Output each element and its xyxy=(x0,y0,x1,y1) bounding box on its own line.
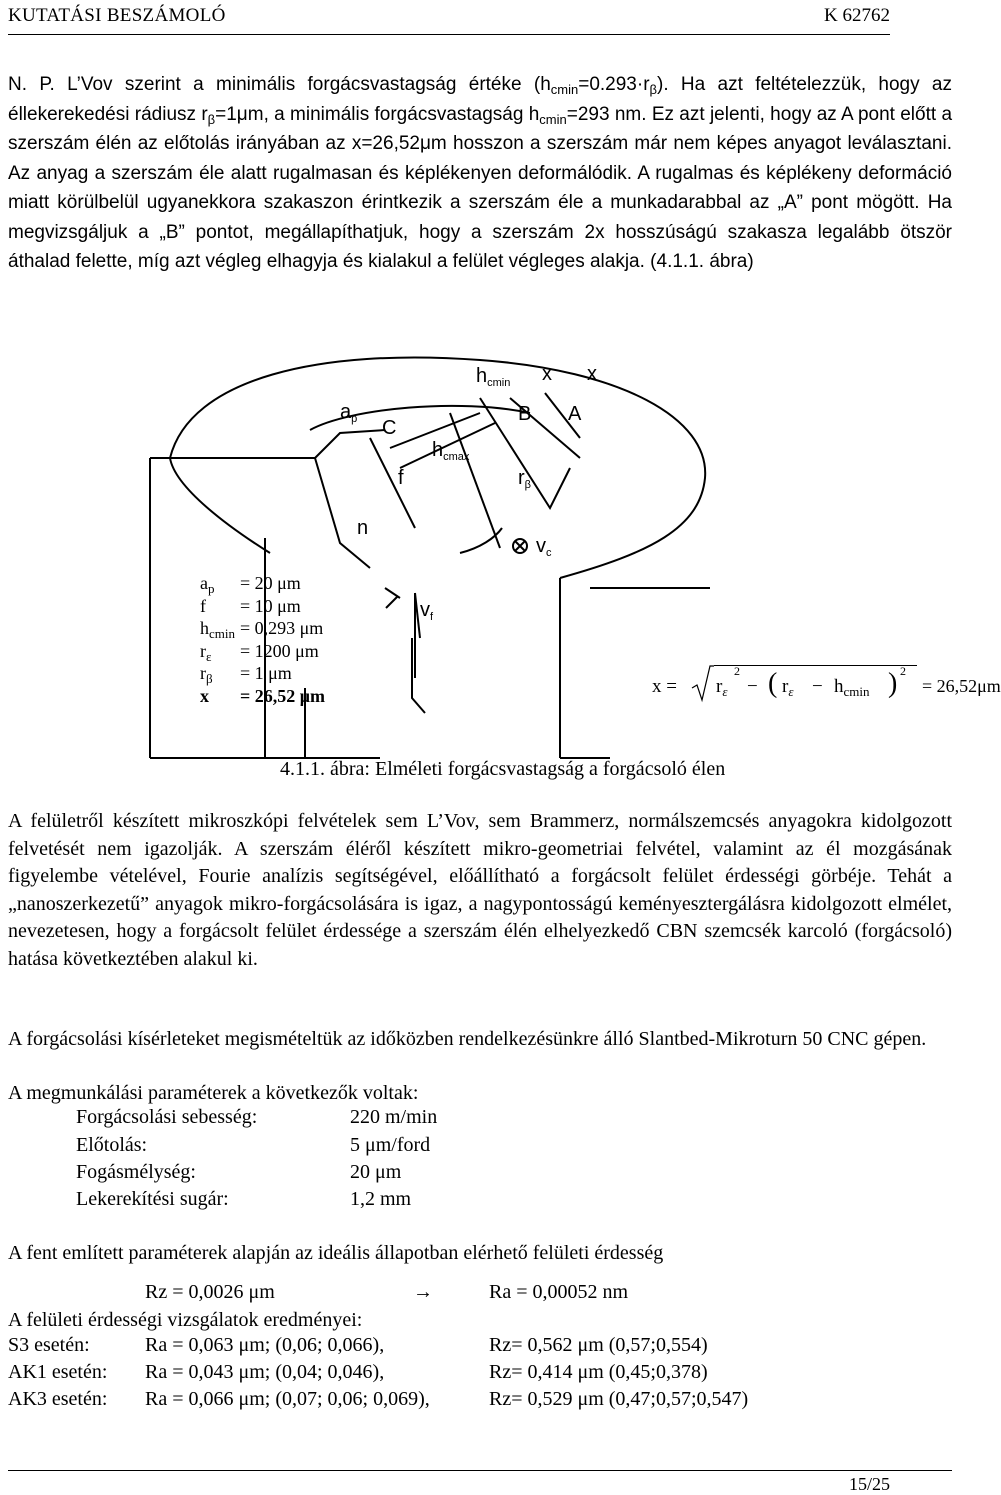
label-ap: $a_p$ xyxy=(340,401,358,425)
label-n: n xyxy=(357,517,369,539)
page-number: 15/25 xyxy=(848,1474,890,1494)
label-rb: $r_\beta$ xyxy=(518,467,531,491)
result-rz: Rz= 0,562 μm (0,57;0,554) xyxy=(489,1334,708,1356)
x-formula: x = $r_\varepsilon$ 2 − ( $r_\varepsilon$ − $h_{cmin}$ ) 2 = 26,52μm xyxy=(652,664,1001,699)
label-x-2: x xyxy=(587,363,597,385)
page-header xyxy=(8,2,890,35)
machining-value: 5 μm/ford xyxy=(350,1134,431,1156)
ideal-rz: Rz = 0,0026 μm xyxy=(145,1281,275,1303)
param-repsilon: $r_\varepsilon = 1200$ μm xyxy=(200,640,319,664)
result-rz: Rz= 0,529 μm (0,47;0,57;0,547) xyxy=(489,1388,749,1410)
param-f: f = 10 μm xyxy=(200,595,301,616)
label-hcmin: $h_{cmin}$ xyxy=(476,365,511,389)
result-rz: Rz= 0,414 μm (0,45;0,378) xyxy=(489,1361,708,1383)
machining-value: 220 m/min xyxy=(350,1106,438,1128)
param-rbeta: $r_\beta = 1$ μm xyxy=(200,663,292,686)
figure-parameters xyxy=(200,572,325,707)
header-project-id: K 62762 xyxy=(824,5,890,26)
label-vc: $v_c$ xyxy=(536,535,552,559)
label-hcmax: $h_{cmax}$ xyxy=(432,439,470,463)
param-hcmin: $h_{cmin} = 0,293$ μm xyxy=(200,618,324,641)
label-C: C xyxy=(382,417,397,439)
result-ra: Ra = 0,043 μm; (0,04; 0,046), xyxy=(145,1361,385,1383)
label-B: B xyxy=(518,403,532,425)
result-ra: Ra = 0,063 μm; (0,06; 0,066), xyxy=(145,1334,385,1356)
result-case: AK3 esetén: xyxy=(8,1388,108,1410)
footer-divider xyxy=(8,1470,952,1471)
result-case: AK1 esetén: xyxy=(8,1361,108,1383)
machining-label: Fogásmélység: xyxy=(76,1161,196,1183)
intro-paragraph: N. P. L’Vov szerint a minimális forgácsvastagság értéke $(h_{cmin}=0.293\cdot r_\beta)$. Ha azt feltételezzük, hogy az éllekerekedési rádiusz $r_\beta=1\mu m$, a minimális forgácsvastagság $h_{cmin}=293$ nm. Ez azt jelenti, hogy az A pont előtt a szerszám élén az előtolás irányában az x=26,52μm hosszon a szerszám már nem képes anyagot leválasztani. Az anyag a szerszám éle alatt rugalmasan és képlékenyen deformálódik. A rugalmas és képlékeny deformáció miatt körülbelül ugyanekkora szakaszon érintkezik a szerszám éle a munkadarabbal az „A” pont mögött. Ha megvizsgáljuk a „B” pontot, megállapíthatjuk, hogy a szerszám 2x hosszúságú szakasza legalább ötször áthalad felette, míg azt végleg elhagyja és kialakul a felület végleges alakja. (4.1.1. ábra) xyxy=(8,74,953,272)
machining-value: 20 μm xyxy=(350,1161,402,1183)
machining-value: 1,2 mm xyxy=(350,1188,412,1210)
machining-label: Lekerekítési sugár: xyxy=(76,1188,229,1210)
ideal-intro: A fent említett paraméterek alapján az ideális állapotban elérhető felületi érdesség xyxy=(8,1242,664,1264)
paragraph-2: A felületről készített mikroszkópi felvételek sem L’Vov, sem Brammerz, normálszemcsés anyagokra kidolgozott felvetését nem igazolják. A szerszám éléről készített mikro-geometriai felvétel, valamint az él mozgásának figyelembe vételével, Fourie analízis segítségével, előállítható a forgácsolt felület érdességi görbéje. Tehát a „nanoszerkezetű” anyagok mikro-forgácsolására is igaz, a nagypontosságú keményesztergálásra kidolgozott elmélet, nevezetesen, hogy a forgácsolt felület érdessége a szerszám élén elhelyezkedő CBN szemcsék karcoló (forgácsoló) hatása következtében alakul ki. xyxy=(8,810,952,970)
paragraph-3: A forgácsolási kísérleteket megismételtük az időközben rendelkezésünkre álló Slantbed-Mikroturn 50 CNC gépen. xyxy=(8,1028,927,1050)
machining-label: Forgácsolási sebesség: xyxy=(76,1106,258,1128)
results-intro: A felületi érdességi vizsgálatok eredményei: xyxy=(8,1309,363,1331)
ideal-ra: Ra = 0,00052 nm xyxy=(489,1281,629,1303)
result-ra: Ra = 0,066 μm; (0,07; 0,06; 0,069), xyxy=(145,1388,430,1410)
machining-label: Előtolás: xyxy=(76,1134,148,1156)
figure-caption: 4.1.1. ábra: Elméleti forgácsvastagság a forgácsoló élen xyxy=(280,758,726,780)
workpiece-ellipse xyxy=(170,357,705,578)
label-vf: $v_f$ xyxy=(420,599,434,623)
header-title: KUTATÁSI BESZÁMOLÓ xyxy=(8,5,226,26)
arrow-symbol: → xyxy=(413,1281,433,1303)
result-case: S3 esetén: xyxy=(8,1334,90,1356)
param-x: x = 26,52 μm xyxy=(200,685,325,706)
param-ap: $a_p = 20$ μm xyxy=(200,573,301,596)
parameters-intro: A megmunkálási paraméterek a következők voltak: xyxy=(8,1082,419,1104)
label-f: f xyxy=(398,467,404,489)
label-A: A xyxy=(568,403,582,425)
label-x-1: x xyxy=(542,363,552,385)
